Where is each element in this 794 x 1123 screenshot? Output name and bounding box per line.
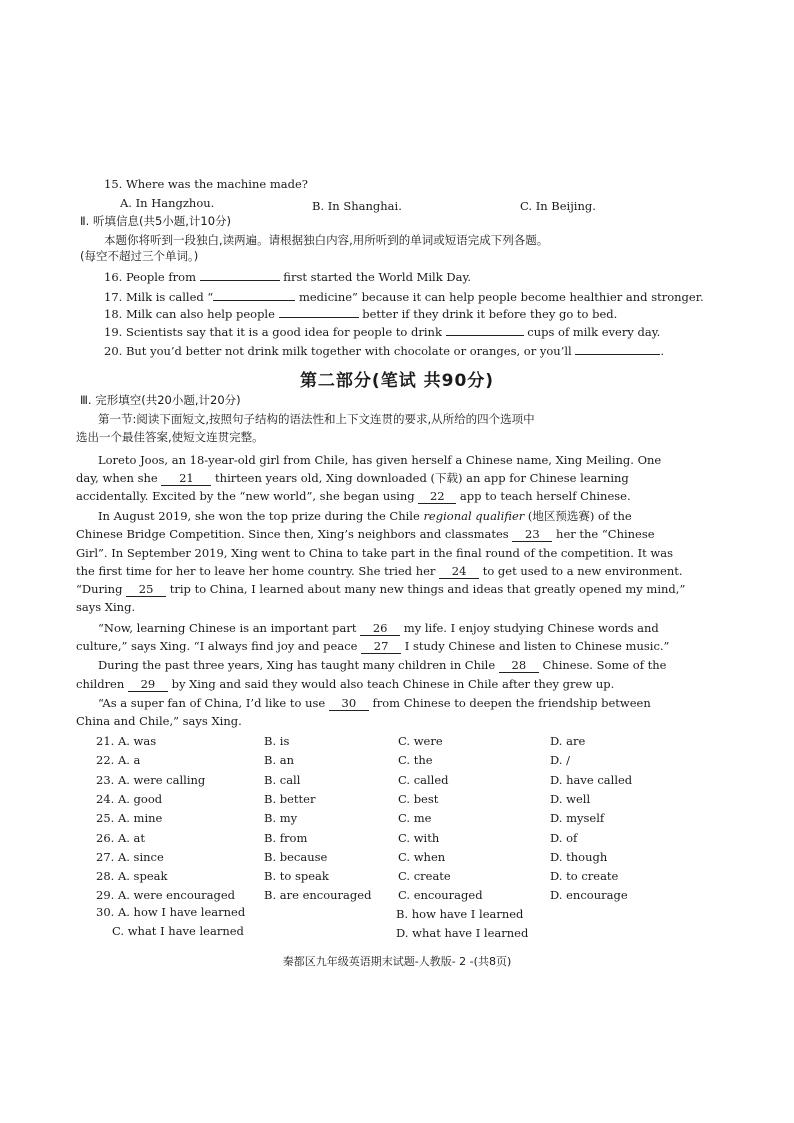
question-16: 16. People from first started the World Milk Day.: [104, 267, 471, 285]
q26-option-d[interactable]: D. of: [550, 831, 578, 845]
q25-option-c[interactable]: C. me: [398, 811, 432, 825]
q21-option-a[interactable]: 21. A. was: [96, 734, 157, 748]
q27-option-a[interactable]: 27. A. since: [96, 850, 164, 864]
passage-line: day, when she 21 thirteen years old, Xing downloaded (下载) an app for Chinese learning: [76, 471, 629, 485]
q23-option-a[interactable]: 23. A. were calling: [96, 773, 206, 787]
question-15: 15. Where was the machine made?: [104, 177, 308, 191]
question-18: 18. Milk can also help people better if they drink it before they go to bed.: [104, 304, 617, 322]
section-3-instruction-2: 选出一个最佳答案,使短文连贯完整。: [76, 430, 264, 444]
passage-line: Girl”. In September 2019, Xing went to China to take part in the final round of the competition. It was: [76, 546, 674, 560]
passage-line: the first time for her to leave her home country. She tried her 24 to get used to a new environment.: [76, 564, 683, 578]
answer-blank-20[interactable]: [575, 341, 660, 355]
q29-option-c[interactable]: C. encouraged: [398, 888, 483, 902]
q24-option-b[interactable]: B. better: [264, 792, 316, 806]
question-17: 17. Milk is called “ medicine” because it can help people become healthier and stronger.: [104, 287, 704, 305]
q27-option-d[interactable]: D. though: [550, 850, 608, 864]
q22-option-a[interactable]: 22. A. a: [96, 753, 141, 767]
q25-option-a[interactable]: 25. A. mine: [96, 811, 163, 825]
q26-option-b[interactable]: B. from: [264, 831, 308, 845]
question-19: 19. Scientists say that it is a good idea for people to drink cups of milk every day.: [104, 322, 660, 340]
passage-line: accidentally. Excited by the “new world”, she began using 22 app to teach herself Chinese.: [76, 489, 631, 503]
q15-option-c: C. In Beijing.: [520, 199, 596, 213]
answer-blank-16[interactable]: [200, 267, 280, 281]
q15-option-b: B. In Shanghai.: [312, 199, 402, 213]
blank-28[interactable]: 28: [499, 659, 539, 673]
passage-line: “Now, learning Chinese is an important part 26 my life. I enjoy studying Chinese words and: [98, 621, 659, 635]
part-2-title: 第二部分(笔试 共90分): [299, 371, 495, 391]
answer-blank-18[interactable]: [279, 304, 359, 318]
q30-option-c[interactable]: C. what I have learned: [112, 924, 244, 938]
q28-option-d[interactable]: D. to create: [550, 869, 619, 883]
passage-line: In August 2019, she won the top prize during the Chile regional qualifier (地区预选赛) of the: [98, 509, 632, 523]
passage-line: “During 25 trip to China, I learned about many new things and ideas that greatly opened my mind,”: [76, 582, 686, 596]
passage-line: says Xing.: [76, 600, 136, 614]
q24-option-c[interactable]: C. best: [398, 792, 439, 806]
q27-option-c[interactable]: C. when: [398, 850, 446, 864]
blank-25[interactable]: 25: [126, 583, 166, 597]
q23-option-b[interactable]: B. call: [264, 773, 301, 787]
q30-option-b[interactable]: B. how have I learned: [396, 907, 524, 921]
section-2-instruction-note: (每空不超过三个单词。): [80, 249, 199, 263]
section-2-heading: Ⅱ. 听填信息(共5小题,计10分): [80, 214, 232, 228]
section-3-heading: Ⅲ. 完形填空(共20小题,计20分): [80, 393, 241, 407]
passage-line: China and Chile,” says Xing.: [76, 714, 242, 728]
q26-option-c[interactable]: C. with: [398, 831, 440, 845]
blank-22[interactable]: 22: [418, 490, 456, 504]
q23-option-c[interactable]: C. called: [398, 773, 449, 787]
q28-option-b[interactable]: B. to speak: [264, 869, 329, 883]
q21-option-b[interactable]: B. is: [264, 734, 290, 748]
q22-option-b[interactable]: B. an: [264, 753, 295, 767]
passage-line: Loreto Joos, an 18-year-old girl from Chile, has given herself a Chinese name, Xing Meiling. One: [98, 453, 662, 467]
q30-option-d[interactable]: D. what have I learned: [396, 926, 529, 940]
q29-option-a[interactable]: 29. A. were encouraged: [96, 888, 236, 902]
passage-line: Chinese Bridge Competition. Since then, Xing’s neighbors and classmates 23 her the “Chinese: [76, 527, 655, 541]
q21-option-c[interactable]: C. were: [398, 734, 443, 748]
blank-24[interactable]: 24: [439, 565, 479, 579]
q29-option-d[interactable]: D. encourage: [550, 888, 628, 902]
question-20: 20. But you’d better not drink milk together with chocolate or oranges, or you’ll .: [104, 341, 664, 359]
q26-option-a[interactable]: 26. A. at: [96, 831, 146, 845]
blank-26[interactable]: 26: [360, 622, 400, 636]
q21-option-d[interactable]: D. are: [550, 734, 586, 748]
q24-option-d[interactable]: D. well: [550, 792, 591, 806]
q28-option-a[interactable]: 28. A. speak: [96, 869, 168, 883]
passage-line: children 29 by Xing and said they would also teach Chinese in Chile after they grew up.: [76, 677, 615, 691]
q15-option-a: A. In Hangzhou.: [120, 196, 215, 210]
page-footer: 秦都区九年级英语期末试题-人教版- 2 -(共8页): [282, 955, 512, 968]
answer-blank-19[interactable]: [446, 322, 524, 336]
q25-option-d[interactable]: D. myself: [550, 811, 605, 825]
answer-blank-17[interactable]: [213, 287, 295, 301]
passage-line: “As a super fan of China, I’d like to use 30 from Chinese to deepen the friendship between: [98, 696, 651, 710]
passage-line: culture,” says Xing. “I always find joy and peace 27 I study Chinese and listen to Chinese music.”: [76, 639, 670, 653]
blank-21[interactable]: 21: [161, 472, 211, 486]
blank-23[interactable]: 23: [512, 528, 552, 542]
q22-option-c[interactable]: C. the: [398, 753, 433, 767]
blank-30[interactable]: 30: [329, 697, 369, 711]
q27-option-b[interactable]: B. because: [264, 850, 328, 864]
q25-option-b[interactable]: B. my: [264, 811, 298, 825]
q30-option-a[interactable]: 30. A. how I have learned: [96, 905, 246, 919]
q22-option-d[interactable]: D. /: [550, 753, 570, 767]
section-2-instruction: 本题你将听到一段独白,读两遍。请根据独白内容,用所听到的单词或短语完成下列各题。: [104, 233, 549, 247]
passage-line: During the past three years, Xing has taught many children in Chile 28 Chinese. Some of the: [98, 658, 667, 672]
blank-29[interactable]: 29: [128, 678, 168, 692]
q28-option-c[interactable]: C. create: [398, 869, 451, 883]
section-3-instruction: 第一节:阅读下面短文,按照句子结构的语法性和上下文连贯的要求,从所给的四个选项中: [98, 412, 535, 426]
q29-option-b[interactable]: B. are encouraged: [264, 888, 372, 902]
q23-option-d[interactable]: D. have called: [550, 773, 633, 787]
q24-option-a[interactable]: 24. A. good: [96, 792, 163, 806]
blank-27[interactable]: 27: [361, 640, 401, 654]
